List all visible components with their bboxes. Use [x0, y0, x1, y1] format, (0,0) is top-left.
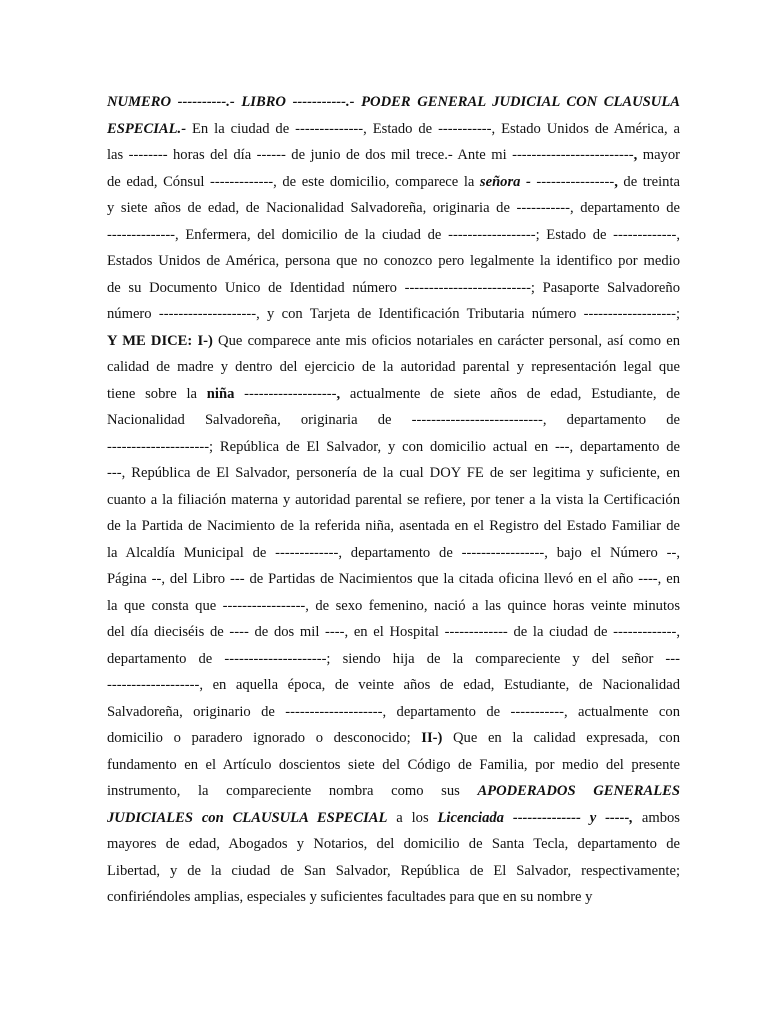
- text-line: [107, 279, 680, 297]
- text-segment: de la Partida de Nacimiento de la referida niña, asentada en el Registro del Estado Familiar de: [107, 518, 680, 534]
- text-segment: señora -: [479, 173, 537, 190]
- text-segment: mayor: [637, 147, 680, 163]
- text-line: [107, 385, 680, 403]
- text-segment: del día dieciséis de ---- de dos mil ----, en el Hospital ------------- de la ciudad de -------------,: [107, 624, 680, 640]
- text-line: [107, 835, 680, 853]
- text-segment: niña: [206, 385, 235, 402]
- text-segment: ---, República de El Salvador, personería de la cual DOY FE de ser legitima y suficiente, en: [107, 465, 680, 481]
- text-line: [107, 358, 680, 376]
- text-segment: APODERADOS GENERALES: [477, 783, 680, 799]
- text-line: [107, 756, 680, 774]
- text-line: [107, 623, 680, 641]
- text-line: [107, 544, 680, 562]
- text-segment: las -------- horas del día ------ de junio de dos mil trece.- Ante mi -------------------------: [107, 147, 634, 163]
- text-segment: ,: [633, 147, 638, 163]
- text-segment: número --------------------, y con Tarjeta de Identificación Tributaria número -------------------;: [107, 306, 680, 322]
- text-segment: y siete años de edad, de Nacionalidad Salvadoreña, originaria de -----------, departamento de: [107, 200, 680, 216]
- text-segment: En la ciudad de --------------, Estado de -----------, Estado Unidos de América, a: [192, 120, 681, 137]
- text-segment: Libertad, y de la ciudad de San Salvador, República de El Salvador, respectivamente;: [107, 862, 680, 879]
- text-line: [107, 411, 680, 429]
- text-segment: cuanto a la filiación materna y autoridad parental se refiere, por tener a la vista la Certificación: [107, 491, 680, 508]
- text-segment: II-): [421, 730, 443, 746]
- text-line: [107, 226, 680, 244]
- text-segment: Licenciada -------------- y -----,: [437, 809, 634, 826]
- text-segment: confiriéndoles amplias, especiales y suficientes facultades para que en su nombre y: [107, 889, 593, 905]
- text-segment: domicilio o paradero ignorado o desconocido;: [107, 730, 422, 746]
- text-segment: la que consta que -----------------, de sexo femenino, nació a las quince horas veinte minutos: [107, 597, 680, 614]
- text-line: [107, 491, 680, 509]
- text-segment: ESPECIAL.-: [107, 120, 192, 137]
- text-segment: instrumento, la compareciente nombra como sus: [107, 783, 478, 799]
- text-segment: Estados Unidos de América, persona que no conozco pero legalmente la identifico por medio: [107, 253, 680, 269]
- text-line: [107, 597, 680, 615]
- text-segment: ,: [336, 385, 341, 402]
- text-segment: -------------------: [234, 385, 337, 402]
- text-segment: JUDICIALES con CLAUSULA ESPECIAL: [107, 809, 388, 826]
- text-segment: actualmente de siete años de edad, Estudiante, de: [340, 385, 681, 402]
- text-segment: tiene sobre la: [107, 385, 207, 402]
- text-line: [107, 173, 680, 191]
- text-line: [107, 199, 680, 217]
- text-line: [107, 782, 680, 800]
- text-segment: departamento de ---------------------; siendo hija de la compareciente y del señor ---: [107, 650, 680, 667]
- text-segment: Que comparece ante mis oficios notariales en carácter personal, así como en: [212, 332, 681, 349]
- text-line: [107, 676, 680, 694]
- text-line: [107, 703, 680, 721]
- text-line: [107, 146, 680, 164]
- text-segment: de su Documento Unico de Identidad número --------------------------; Pasaporte Salvadoreño: [107, 279, 680, 296]
- text-segment: Y ME DICE: I-): [107, 332, 213, 349]
- text-segment: ,: [614, 173, 618, 190]
- text-line: [107, 650, 680, 668]
- text-segment: mayores de edad, Abogados y Notarios, del domicilio de Santa Tecla, departamento de: [107, 836, 680, 852]
- text-segment: a los: [387, 809, 438, 826]
- text-segment: de edad, Cónsul -------------, de este domicilio, comparece la: [107, 173, 480, 190]
- text-segment: Que en la calidad expresada, con: [442, 730, 680, 746]
- text-segment: Página --, del Libro --- de Partidas de Nacimientos que la citada oficina llevó en el año ----, en: [107, 571, 680, 587]
- text-line: [107, 517, 680, 535]
- text-segment: fundamento en el Artículo doscientos siete del Código de Familia, por medio del presente: [107, 756, 680, 773]
- text-line: [107, 305, 680, 323]
- text-segment: Salvadoreña, originario de --------------------, departamento de -----------, actualmente con: [107, 703, 680, 720]
- text-segment: ----------------: [536, 173, 615, 190]
- text-line: [107, 888, 680, 906]
- text-line: [107, 570, 680, 588]
- text-segment: la Alcaldía Municipal de -------------, departamento de -----------------, bajo el Número --,: [107, 544, 680, 561]
- text-line: [107, 464, 680, 482]
- text-segment: calidad de madre y dentro del ejercicio de la autoridad parental y representación legal que: [107, 359, 680, 375]
- text-segment: ---------------------; República de El Salvador, y con domicilio actual en ---, departamento de: [107, 438, 680, 455]
- text-segment: NUMERO ----------.- LIBRO -----------.- PODER GENERAL JUDICIAL CON CLAUSULA: [107, 94, 680, 110]
- text-segment: ambos: [633, 809, 680, 826]
- text-segment: de treinta: [617, 173, 680, 190]
- text-line: [107, 729, 680, 747]
- text-line: [107, 438, 680, 456]
- text-segment: --------------, Enfermera, del domicilio de la ciudad de ------------------; Estado de -------------,: [107, 226, 680, 243]
- text-line: [107, 120, 680, 138]
- text-segment: -------------------, en aquella época, de veinte años de edad, Estudiante, de Nacionalidad: [107, 677, 680, 693]
- text-line: [107, 809, 680, 827]
- text-line: [107, 93, 680, 111]
- text-line: [107, 332, 680, 350]
- text-line: [107, 252, 680, 270]
- text-line: [107, 862, 680, 880]
- text-segment: Nacionalidad Salvadoreña, originaria de ---------------------------, departamento de: [107, 412, 680, 428]
